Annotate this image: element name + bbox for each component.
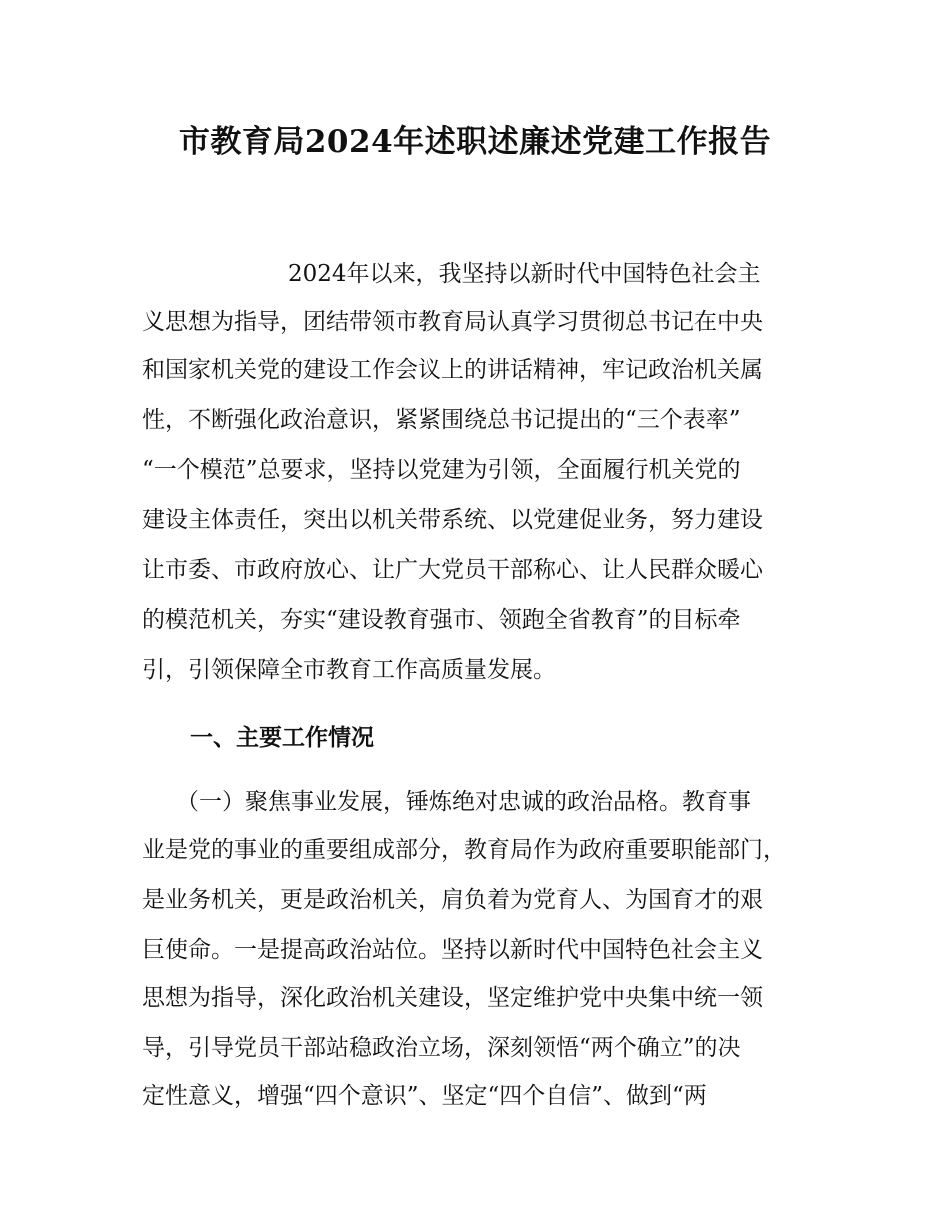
section1-line: 是业务机关，更是政治机关，肩负着为党育人、为国育才的艰 [142, 887, 763, 913]
intro-line: 和国家机关党的建设工作会议上的讲话精神，牢记政治机关属 [142, 357, 763, 383]
intro-line: 的模范机关，夯实“建设教育强市、领跑全省教育”的目标牵 [142, 607, 741, 633]
section-heading: 一、主要工作情况 [190, 725, 374, 751]
intro-line: 2024年以来，我坚持以新时代中国特色社会主 [288, 261, 761, 287]
section1-line: （一）聚焦事业发展，锤炼绝对忠诚的政治品格。教育事 [176, 789, 751, 815]
section1-line: 思想为指导，深化政治机关建设，坚定维护党中央集中统一领 [142, 985, 763, 1011]
intro-line: 义思想为指导，团结带领市教育局认真学习贯彻总书记在中央 [142, 309, 763, 335]
intro-line: “一个模范”总要求，坚持以党建为引领，全面履行机关党的 [142, 457, 741, 483]
section1-line: 巨使命。一是提高政治站位。坚持以新时代中国特色社会主义 [142, 937, 763, 963]
intro-line: 性，不断强化政治意识，紧紧围绕总书记提出的“三个表率” [142, 407, 741, 433]
intro-line: 引，引领保障全市教育工作高质量发展。 [142, 657, 556, 683]
intro-line: 建设主体责任，突出以机关带系统、以党建促业务，努力建设 [142, 507, 763, 533]
section1-line: 定性意义，增强“四个意识”、坚定“四个自信”、做到“两 [142, 1083, 707, 1109]
document-title: 市教育局2024年述职述廉述党建工作报告 [178, 124, 772, 160]
intro-line: 让市委、市政府放心、让广大党员干部称心、让人民群众暖心 [142, 557, 763, 583]
section1-line: 导，引导党员干部站稳政治立场，深刻领悟“两个确立”的决 [142, 1035, 741, 1061]
section1-line: 业是党的事业的重要组成部分，教育局作为政府重要职能部门， [142, 837, 786, 863]
